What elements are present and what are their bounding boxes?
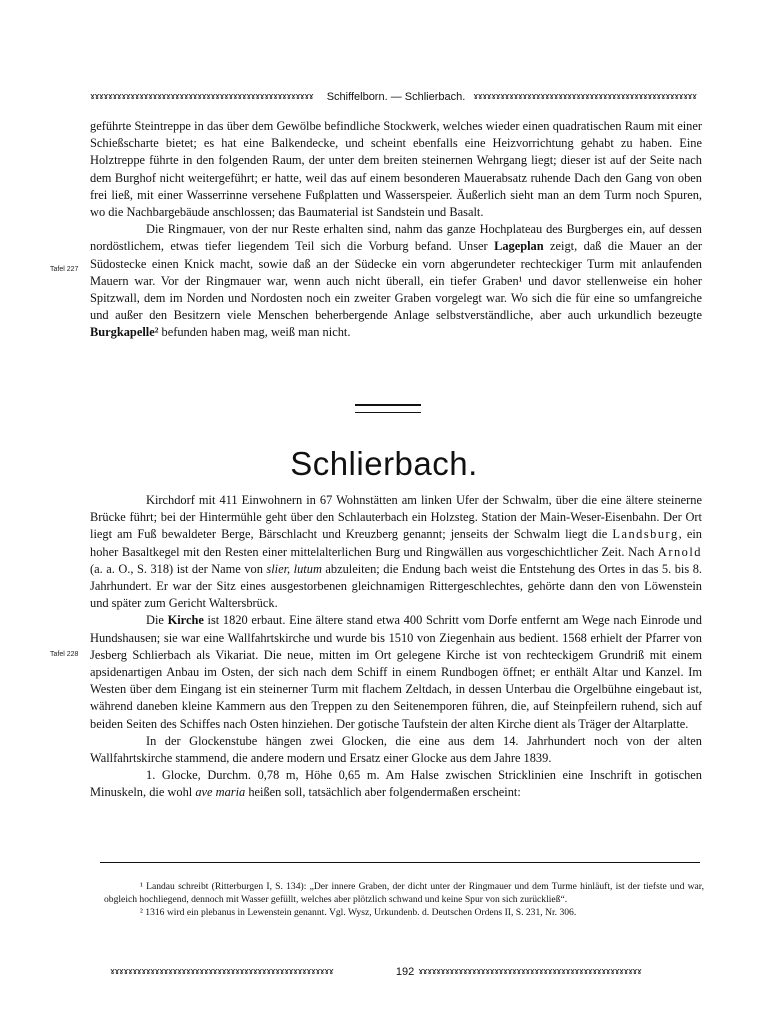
- term-landsburg: Landsburg: [612, 527, 679, 542]
- ornament-left: ɤɤɤɤɤɤɤɤɤɤɤɤɤɤɤɤɤɤɤɤɤɤɤɤɤɤɤɤɤɤɤɤɤɤɤɤɤɤɤɤɤɤɤɤɤɤɤɤɤɤ: [90, 92, 314, 102]
- ornament-left: ɤɤɤɤɤɤɤɤɤɤɤɤɤɤɤɤɤɤɤɤɤɤɤɤɤɤɤɤɤɤɤɤɤɤɤɤɤɤɤɤɤɤɤɤɤɤɤɤɤɤ: [110, 967, 334, 977]
- ornament-right: ɤɤɤɤɤɤɤɤɤɤɤɤɤɤɤɤɤɤɤɤɤɤɤɤɤɤɤɤɤɤɤɤɤɤɤɤɤɤɤɤɤɤɤɤɤɤɤɤɤɤ: [473, 92, 697, 102]
- running-head: [90, 90, 702, 104]
- ornament-right: ɤɤɤɤɤɤɤɤɤɤɤɤɤɤɤɤɤɤɤɤɤɤɤɤɤɤɤɤɤɤɤɤɤɤɤɤɤɤɤɤɤɤɤɤɤɤɤɤɤɤ: [418, 967, 642, 977]
- footnote-rule: [100, 862, 700, 863]
- paragraph: Die Kirche ist 1820 erbaut. Eine ältere stand etwa 400 Schritt vom Dorfe entfernt am Wege nach Einrode und Hundshausen; sie war eine Wallfahrtskirche und wurde bis 1510 von Ziegenhain aus bedient. 1568 erhielt der Pfarrer von Jesberg Schlierbach als Vikariat. Die neue, mitten im Ort gelegene Kirche ist von rechteckigem Grundriß mit einem apsidenartigen Anbau im Osten, der sich nach dem Schiff in einem Rundbogen öffnet; er enthält Altar und Kanzel. Im Westen über dem Eingang ist ein steinerner Turm mit flachem Zeltdach, in dessen Unterbau die Orgelbühne eingebaut ist, während daneben kleine Kammern aus den Treppen zu den Seitenemporen führen, die, auf Steinpfeilern ruhend, sich auf beiden Seiten des Schiffes nach Osten hinziehen. Der gotische Taufstein der alten Kirche dient als Träger der Altarplatte.: [90, 613, 702, 731]
- section-title: Schlierbach.: [290, 445, 478, 482]
- term-arnold: Arnold: [657, 544, 702, 559]
- footnote-1: ¹ Landau schreibt (Ritterburgen I, S. 134): „Der innere Graben, der dicht unter der Ringmauer und dem Turme hinläuft, ist der tiefste und war, obgleich hochliegend, dennoch mit Wasser gefüllt, welches aber plötzlich schwand und keine Spur von sich zurückließ“.: [104, 881, 704, 905]
- page-footer: [110, 965, 700, 979]
- section-schlierbach-text: [90, 492, 702, 802]
- term-lageplan: Lageplan: [494, 239, 544, 254]
- margin-note-tafel-227: Tafel 227: [50, 266, 79, 273]
- page-number: 192: [395, 966, 415, 978]
- margin-note-tafel-228: Tafel 228: [50, 651, 79, 658]
- paragraph: 1. Glocke, Durchm. 0,78 m, Höhe 0,65 m. Am Halse zwischen Stricklinien eine Inschrift in gotischen Minuskeln, die wohl ave maria heißen soll, tatsächlich aber folgendermaßen erscheint:: [90, 768, 702, 800]
- section-divider: [355, 404, 421, 413]
- term-slier: slier, lutum: [266, 561, 322, 576]
- footnotes: [104, 880, 704, 919]
- running-head-title: Schiffelborn. — Schlierbach.: [326, 91, 466, 103]
- paragraph: Kirchdorf mit 411 Einwohnern in 67 Wohnstätten am linken Ufer der Schwalm, über die eine ältere steinerne Brücke führt; bei der Hintermühle geht über den Schlauterbach ein Holzsteg. Station der Main-Weser-Eisenbahn. Der Ort liegt am Fuß bewaldeter Berge, Bärschlacht und Kreuzberg genannt; jenseits der Schwalm liegt die Landsburg, ein hoher Basaltkegel mit den Resten einer mittelalterlichen Burg und Ringwällen aus vorgeschichtlicher Zeit. Nach Arnold (a. a. O., S. 318) ist der Name von slier, lutum abzuleiten; die Endung bach weist die Entstehung des Ortes in das 5. bis 8. Jahrhundert. Er war der Sitz eines ausgestorbenen gleichnamigen Rittergeschlechtes, gehörte dann den von Löwenstein und später zum Gericht Waltersbrück.: [90, 493, 702, 611]
- section-schiffelborn-text: [90, 118, 702, 342]
- paragraph: geführte Steintreppe in das über dem Gewölbe befindliche Stockwerk, welches wieder einen quadratischen Raum mit einer Schießscharte bietet; es hat eine Balkendecke, und scheint ebenfalls eine Heizvorrichtung gehabt zu haben. Eine Holztreppe führte in den folgenden Raum, der unter dem breiten steinernen Wehrgang liegt; dieser ist auf der Seite nach dem Burghof nicht weitergeführt; er hatte, weil das auf einem besonderen Mauerabsatz ruhende Dach den Gang von oben frei ließ, mit einer Wasserrinne versehene Fußplatten und Wasserspeier. Äußerlich sieht man an dem Turm noch Spuren, wo die Nachbargebäude anschlossen; das Baumaterial ist Sandstein und Basalt.: [90, 119, 702, 220]
- footnote-2: ² 1316 wird ein plebanus in Lewenstein genannt. Vgl. Wysz, Urkundenb. d. Deutschen Ordens II, S. 231, Nr. 306.: [140, 907, 577, 918]
- paragraph: Die Ringmauer, von der nur Reste erhalten sind, nahm das ganze Hochplateau des Burgberges ein, auf dessen nordöstlichem, etwas tiefer liegendem Teil sich die Vorburg befand. Unser Lageplan zeigt, daß die Mauer an der Südostecke einen Knick macht, sowie daß an der Südecke ein vorn abgerundeter rechteckiger Turm mit anlaufenden Mauern war. Vor der Ringmauer war, wenn auch nicht überall, ein tiefer Graben¹ und davor stellenweise ein hoher Spitzwall, dem im Norden und Nordosten noch ein zweiter Graben vorgelegt war. Wo sich die für eine so umfangreiche und außer den Besitzern viele Menschen beherbergende Anlage selbstverständliche, aber auch urkundlich bezeugte Burgkapelle² befunden haben mag, weiß man nicht.: [90, 222, 702, 340]
- paragraph: In der Glockenstube hängen zwei Glocken, die eine aus dem 14. Jahrhundert noch von der alten Wallfahrtskirche stammend, die andere modern und Ersatz einer Glocke aus dem Jahre 1839.: [90, 733, 702, 766]
- term-kirche: Kirche: [167, 613, 204, 628]
- term-ave-maria: ave maria: [195, 785, 246, 800]
- term-burgkapelle: Burgkapelle²: [90, 325, 159, 340]
